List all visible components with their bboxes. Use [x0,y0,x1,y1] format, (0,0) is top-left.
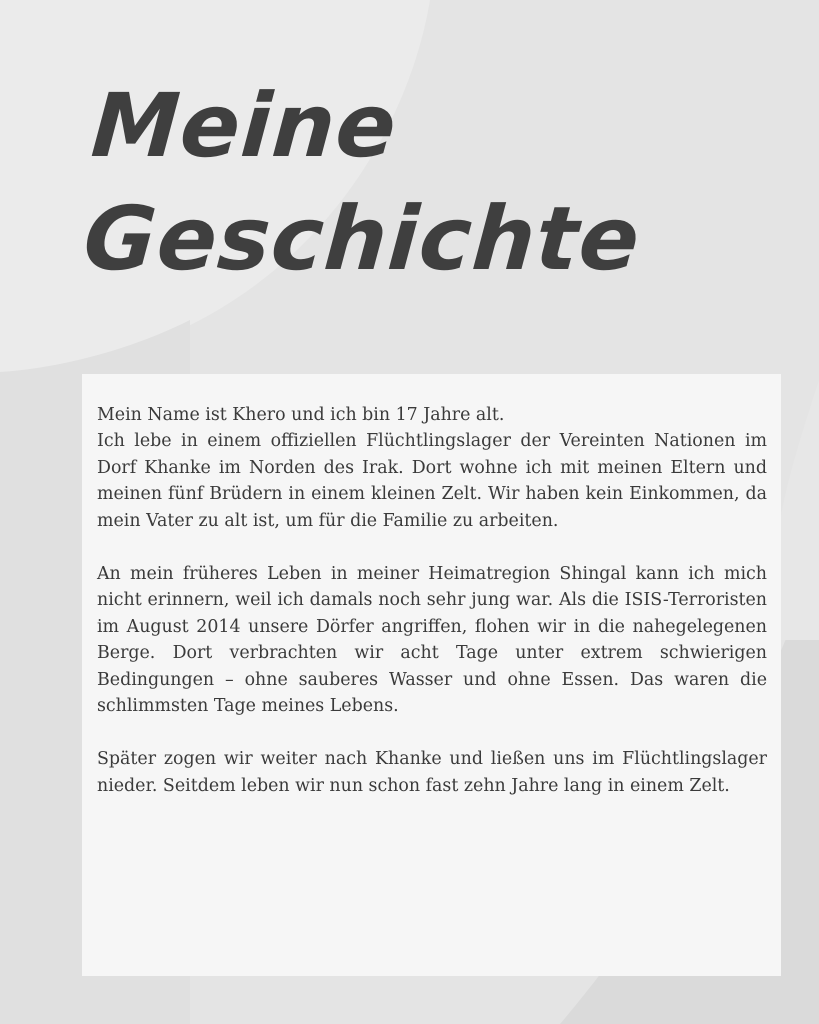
story-paragraph-3: Später zogen wir weiter nach Khanke und ließen uns im Flüchtlingslager nieder. Seitdem leben wir nun schon fast zehn Jahre lang in einem Zelt. [97,749,767,796]
story-intro-line: Mein Name ist Khero und ich bin 17 Jahre alt. [97,405,505,425]
title-line-2: Geschichte [80,186,644,290]
story-family-text: Ich lebe in einem offiziellen Flüchtlingslager der Vereinten Nationen im Dorf Khanke im Norden des Irak. Dort wohne ich mit meinen Eltern und meinen fünf Brüdern in einem kleinen Zelt. Wir haben kein Einkommen, da mein Vater zu alt ist, um für die Familie zu arbeiten. [97,431,767,531]
story-paragraph-2: An mein früheres Leben in meiner Heimatregion Shingal kann ich mich nicht erinnern, weil ich damals noch sehr jung war. Als die ISIS-Terroristen im August 2014 unsere Dörfer angriffen, flohen wir in die nahegelegenen Berge. Dort verbrachten wir acht Tage unter extrem schwierigen Bedingungen – ohne sauberes Wasser und ohne Essen. Das waren die schlimmsten Tage meines Lebens. [97,564,767,717]
story-paragraph-1 [97,402,767,534]
title-line-1: Meine [88,74,401,177]
story-card [82,374,781,976]
page-title [80,70,652,295]
